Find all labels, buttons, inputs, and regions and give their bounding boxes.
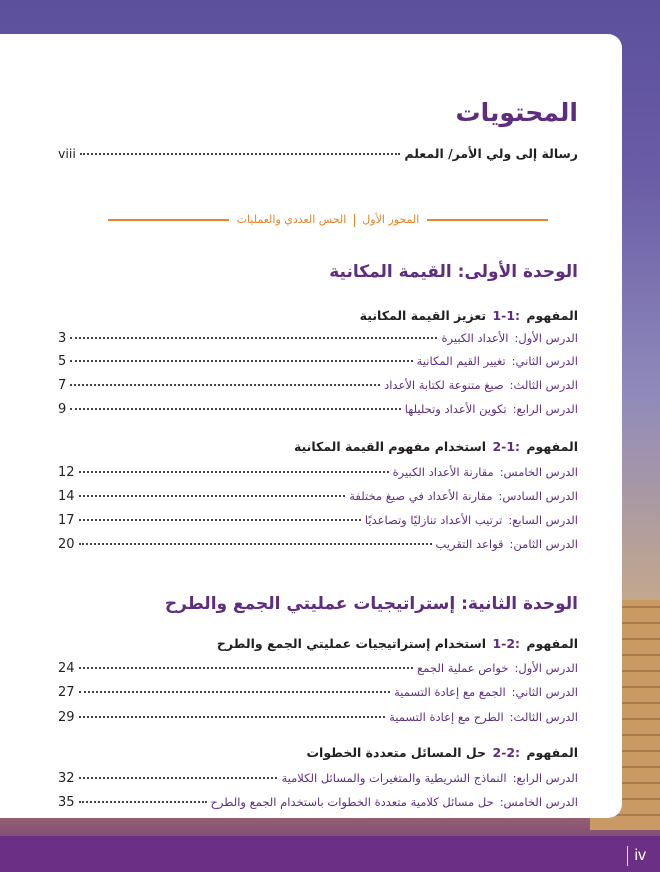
lesson-page: 17 bbox=[58, 513, 75, 528]
leader-dots bbox=[79, 519, 361, 521]
lesson-entry[interactable] bbox=[58, 795, 578, 813]
leader-dots bbox=[79, 471, 389, 473]
axis-label: المحور الأول bbox=[362, 213, 420, 227]
lesson-entry[interactable] bbox=[58, 710, 578, 728]
axis-line-right bbox=[427, 219, 548, 221]
lesson-entry[interactable] bbox=[58, 402, 578, 420]
lesson-title: ترتيب الأعداد تنازليًا وتصاعديًا bbox=[364, 513, 503, 527]
lesson-label: الدرس الخامس: bbox=[499, 465, 578, 479]
lesson-label: الدرس الثاني: bbox=[511, 354, 578, 368]
leader-dots bbox=[70, 408, 401, 410]
concept-title: المفهوم 1-1: تعزيز القيمة المكانية bbox=[359, 308, 578, 323]
leader-dots bbox=[79, 543, 432, 545]
lesson-label: الدرس الثالث: bbox=[509, 378, 578, 392]
lesson-title: تغيير القيم المكانية bbox=[416, 354, 506, 368]
lesson-label: الدرس السابع: bbox=[508, 513, 578, 527]
lesson-title: مقارنة الأعداد الكبيرة bbox=[392, 465, 494, 479]
leader-dots bbox=[79, 716, 386, 718]
leader-dots bbox=[70, 384, 380, 386]
leader-dots bbox=[79, 777, 278, 779]
lesson-label: الدرس الرابع: bbox=[512, 402, 578, 416]
lesson-label: الدرس الأول: bbox=[514, 661, 578, 675]
lesson-title: الجمع مع إعادة التسمية bbox=[394, 685, 506, 699]
lesson-page: 12 bbox=[58, 465, 75, 480]
axis-banner bbox=[108, 213, 548, 227]
lesson-page: 20 bbox=[58, 537, 75, 552]
lesson-title: تكوين الأعداد وتحليلها bbox=[404, 402, 507, 416]
leader-dots bbox=[70, 360, 412, 362]
lesson-label: الدرس الثاني: bbox=[511, 685, 578, 699]
leader-dots bbox=[79, 495, 346, 497]
lesson-title: النماذج الشريطية والمتغيرات والمسائل الكلامية bbox=[281, 771, 507, 785]
lesson-title: خواص عملية الجمع bbox=[417, 661, 509, 675]
footer-band bbox=[0, 836, 660, 872]
leader-dots bbox=[80, 153, 401, 155]
lesson-title: مقارنة الأعداد في صيغ مختلفة bbox=[349, 489, 493, 503]
lesson-label: الدرس السادس: bbox=[498, 489, 578, 503]
concept-title: المفهوم 2-1: استخدام مفهوم القيمة المكانية bbox=[293, 439, 578, 454]
lesson-entry[interactable] bbox=[58, 465, 578, 483]
lesson-page: 29 bbox=[58, 710, 75, 725]
lesson-title: حل مسائل كلامية متعددة الخطوات باستخدام الجمع والطرح bbox=[210, 795, 494, 809]
lesson-page: 3 bbox=[58, 331, 67, 346]
lesson-page: 24 bbox=[58, 661, 75, 676]
lesson-page: 27 bbox=[58, 685, 75, 700]
lesson-title: قواعد التقريب bbox=[435, 537, 504, 551]
lesson-entry[interactable] bbox=[58, 771, 578, 789]
concept-title: المفهوم 1-2: استخدام إستراتيجيات عمليتي الجمع والطرح bbox=[216, 636, 578, 651]
leader-dots bbox=[79, 691, 391, 693]
lesson-page: 7 bbox=[58, 378, 67, 393]
lesson-entry[interactable] bbox=[58, 354, 578, 372]
lesson-page: 35 bbox=[58, 795, 75, 810]
lesson-label: الدرس الثامن: bbox=[509, 537, 578, 551]
lesson-entry[interactable] bbox=[58, 489, 578, 507]
contents-title: المحتويات bbox=[455, 98, 578, 127]
page-number: iv bbox=[627, 846, 646, 866]
lesson-page: 14 bbox=[58, 489, 75, 504]
lesson-title: الطرح مع إعادة التسمية bbox=[389, 710, 504, 724]
lesson-title: صيغ متنوعة لكتابة الأعداد bbox=[384, 378, 504, 392]
lesson-entry[interactable] bbox=[58, 513, 578, 531]
lesson-label: الدرس الأول: bbox=[514, 331, 578, 345]
lesson-title: الأعداد الكبيرة bbox=[441, 331, 509, 345]
leader-dots bbox=[70, 337, 437, 339]
leader-dots bbox=[79, 801, 207, 803]
lesson-entry[interactable] bbox=[58, 378, 578, 396]
axis-topic: الحس العددي والعمليات bbox=[236, 213, 347, 227]
intro-page: viii bbox=[58, 146, 76, 161]
lesson-label: الدرس الرابع: bbox=[512, 771, 578, 785]
intro-entry[interactable] bbox=[58, 146, 578, 164]
lesson-page: 5 bbox=[58, 354, 67, 369]
unit-title: الوحدة الثانية: إستراتيجيات عمليتي الجمع والطرح bbox=[164, 594, 578, 614]
lesson-entry[interactable] bbox=[58, 537, 578, 555]
lesson-label: الدرس الثالث: bbox=[509, 710, 578, 724]
axis-separator bbox=[354, 214, 355, 227]
lesson-page: 9 bbox=[58, 402, 67, 417]
contents-card bbox=[0, 34, 622, 818]
lesson-entry[interactable] bbox=[58, 685, 578, 703]
lesson-page: 32 bbox=[58, 771, 75, 786]
lesson-entry[interactable] bbox=[58, 331, 578, 349]
intro-text: رسالة إلى ولي الأمر/ المعلم bbox=[404, 146, 578, 161]
unit-title: الوحدة الأولى: القيمة المكانية bbox=[329, 262, 578, 282]
lesson-label: الدرس الخامس: bbox=[499, 795, 578, 809]
axis-heading bbox=[237, 213, 420, 227]
axis-line-left bbox=[108, 219, 229, 221]
leader-dots bbox=[79, 667, 414, 669]
lesson-entry[interactable] bbox=[58, 661, 578, 679]
concept-title: المفهوم 2-2: حل المسائل متعددة الخطوات bbox=[306, 745, 578, 760]
